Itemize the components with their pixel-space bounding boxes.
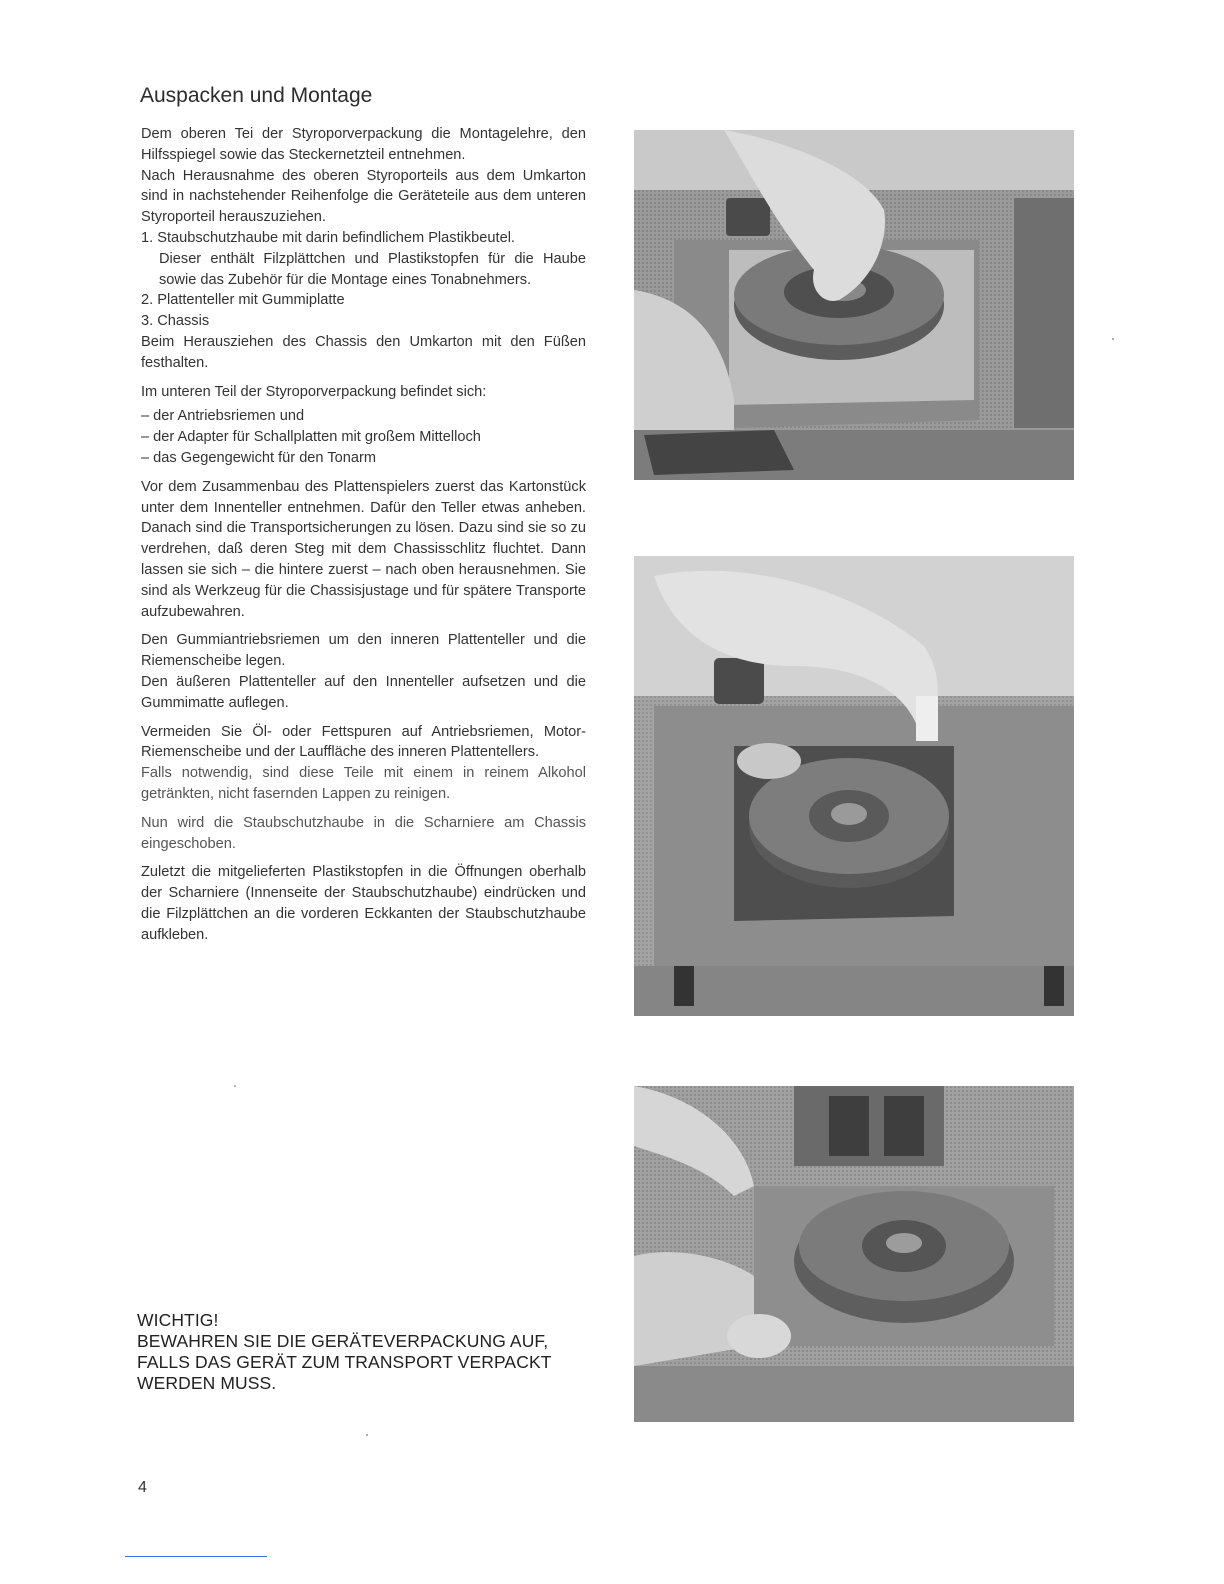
chassis-note: Beim Herausziehen des Chassis den Umkarton mit den Füßen festhalten. — [141, 333, 586, 371]
list-item — [141, 311, 586, 332]
photo-placing-belt — [634, 556, 1074, 1016]
list-item: – der Adapter für Schallplatten mit großem Mittelloch — [141, 429, 481, 446]
scan-speck — [1112, 338, 1114, 340]
notice-line: FALLS DAS GERÄT ZUM TRANSPORT VERPACKT — [137, 1352, 552, 1372]
scan-speck — [234, 1085, 236, 1087]
lower-part-heading: Im unteren Teil der Styroporverpackung befindet sich: — [141, 383, 487, 400]
hood-paragraph: Nun wird die Staubschutzhaube in die Scharniere am Chassis eingeschoben. — [141, 814, 586, 852]
lower-part-list — [141, 406, 586, 468]
photo-mounting-platter — [634, 1086, 1074, 1422]
list-number: 1. — [141, 229, 154, 246]
instruction-text — [141, 124, 586, 953]
notice-line: BEWAHREN SIE DIE GERÄTEVERPACKUNG AUF, — [137, 1331, 549, 1351]
scan-speck — [366, 1434, 368, 1436]
page-number: 4 — [138, 1479, 147, 1496]
notice-heading: WICHTIG! — [137, 1310, 219, 1330]
oil-paragraph: Vermeiden Sie Öl- oder Fettspuren auf Antriebsriemen, Motor-Riemenscheibe und der Lauffläche des inneren Plattentellers. — [141, 723, 586, 761]
belt-paragraph-1: Den Gummiantriebsriemen um den inneren Plattenteller und die Riemenscheibe legen. — [141, 632, 586, 670]
list-item-continuation: Dieser enthält Filzplättchen und Plastikstopfen für die Haube sowie das Zubehör für die Montage eines Tonabnehmers. — [159, 250, 586, 288]
list-item — [141, 228, 586, 249]
cleaning-paragraph: Falls notwendig, sind diese Teile mit einem in reinem Alkohol getränkten, nicht fasernden Lappen zu reinigen. — [141, 765, 586, 802]
page-title: Auspacken und Montage — [140, 84, 373, 107]
list-number: 2. — [141, 292, 154, 309]
list-number: 3. — [141, 313, 154, 330]
final-paragraph: Zuletzt die mitgelieferten Plastikstopfen in die Öffnungen oberhalb der Scharniere (Innenseite der Staubschutzhaube) eindrücken und die Filzplättchen an die vorderen Eckkanten der Staubschutzhaube aufkleben. — [141, 864, 586, 943]
list-text: Staubschutzhaube mit darin befindlichem Plastikbeutel. — [157, 229, 515, 246]
assembly-paragraph: Vor dem Zusammenbau des Plattenspielers zuerst das Kartonstück unter dem Innenteller entnehmen. Dafür den Teller etwas anheben. Danach sind die Transportsicherungen zu lösen. Dazu sind sie so zu verdrehen, daß deren Steg mit dem Chassisschlitz fluchtet. Dann lassen sie sich – die hintere zuerst – nach oben herausnehmen. Sie sind als Werkzeug für die Chassisjustage und für spätere Transporte aufzubewahren. — [141, 478, 586, 620]
belt-paragraph-2: Den äußeren Plattenteller auf den Innenteller aufsetzen und die Gummimatte auflegen. — [141, 673, 586, 711]
notice-line: WERDEN MUSS. — [137, 1373, 277, 1393]
footer-link-underline[interactable] — [125, 1556, 267, 1557]
intro-paragraph-2: Nach Herausnahme des oberen Styroporteils aus dem Umkarton sind in nachstehender Reihenfolge die Geräteteile aus dem unteren Styroporteil herauszuziehen. — [141, 167, 586, 226]
list-item: – der Antriebsriemen und — [141, 408, 305, 425]
intro-paragraph-1: Dem oberen Tei der Styroporverpackung die Montagelehre, den Hilfsspiegel sowie das Steckernetzteil entnehmen. — [141, 126, 586, 163]
list-item — [141, 290, 586, 311]
important-notice — [137, 1310, 607, 1394]
list-text: Plattenteller mit Gummiplatte — [157, 292, 345, 309]
list-text: Chassis — [157, 313, 210, 330]
list-item: – das Gegengewicht für den Tonarm — [141, 449, 376, 466]
photo-lifting-inner-platter — [634, 130, 1074, 480]
